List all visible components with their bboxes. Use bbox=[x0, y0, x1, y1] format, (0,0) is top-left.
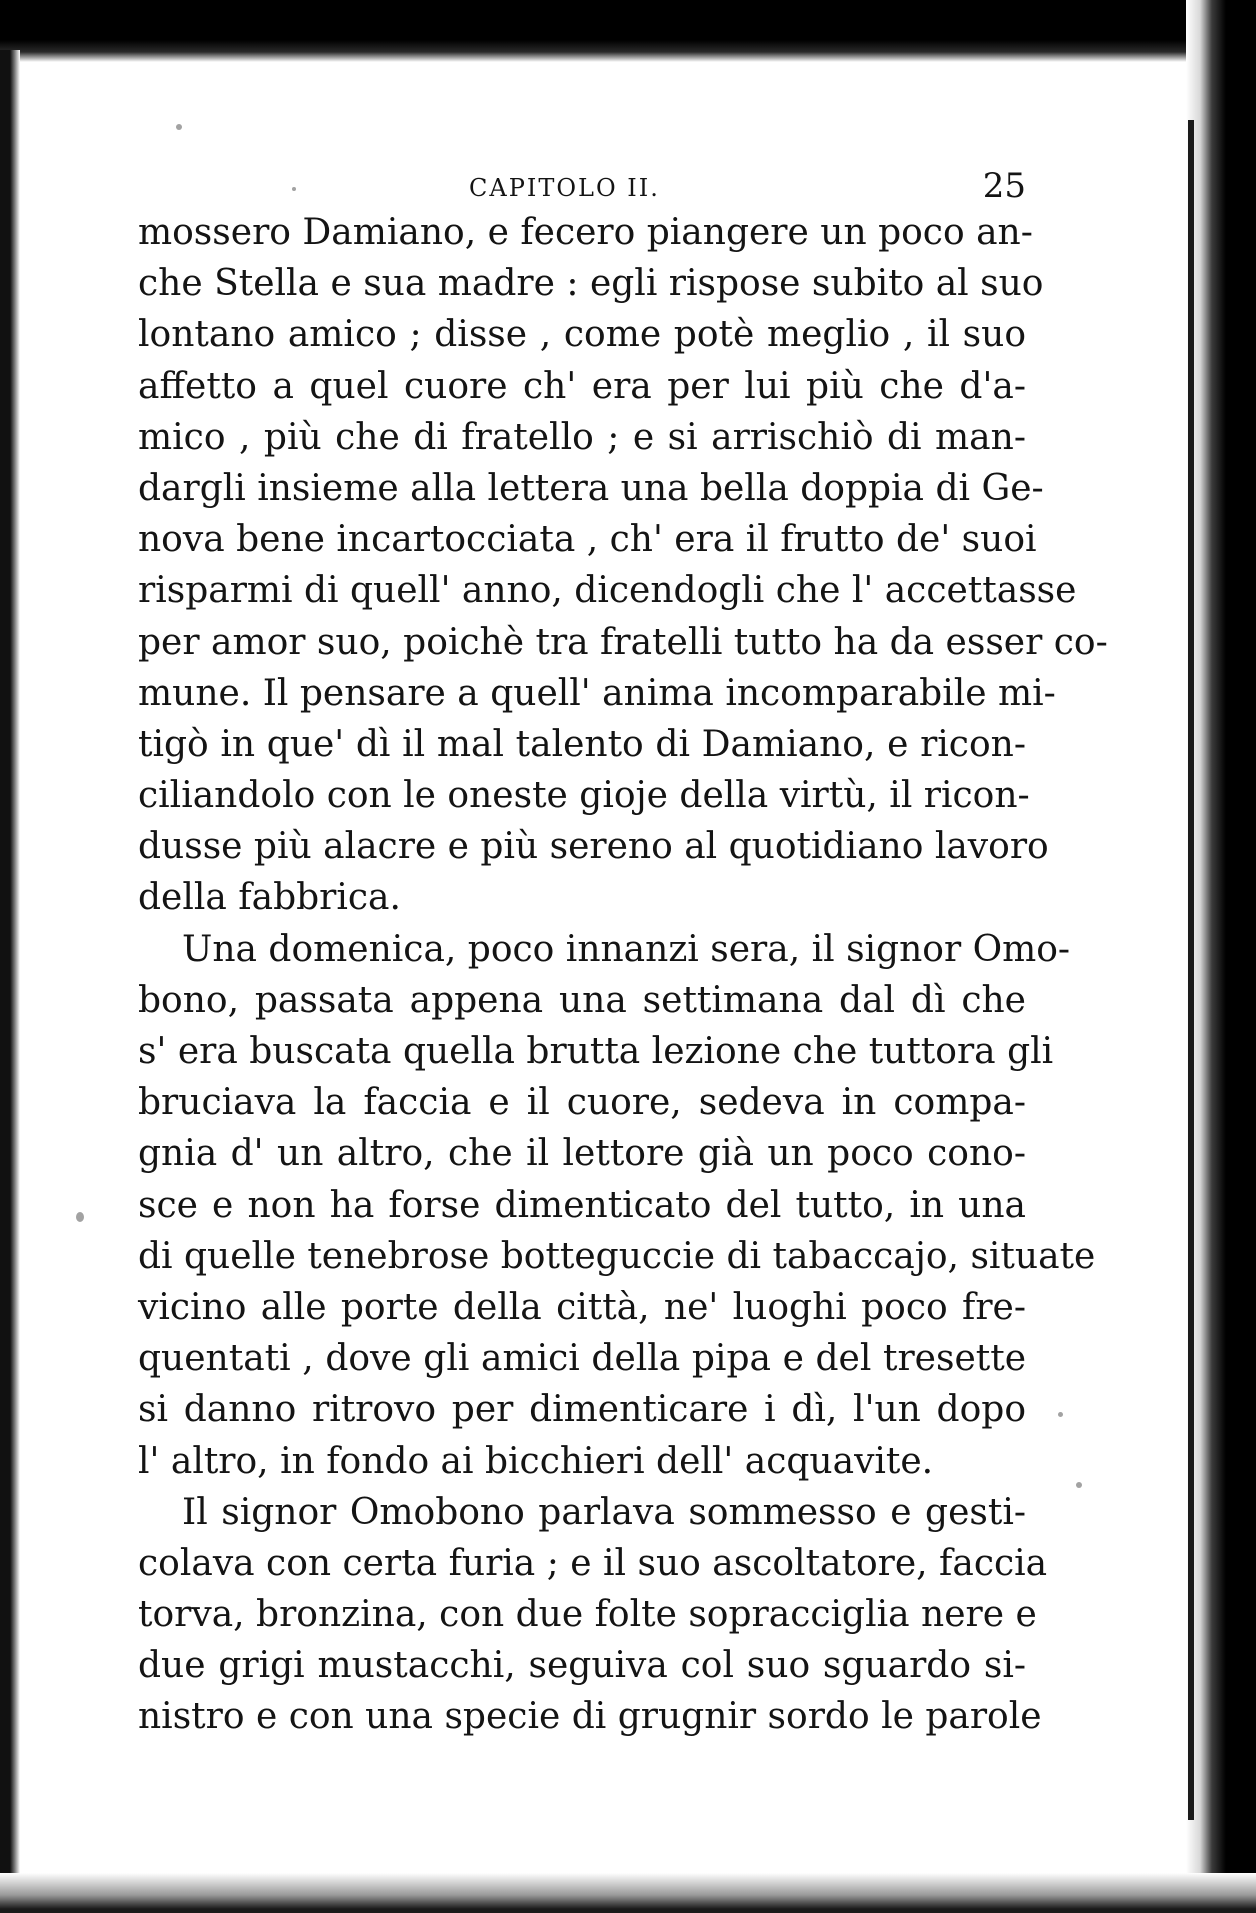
text-line: nistro e con una specie di grugnir sordo le parole bbox=[138, 1696, 1042, 1738]
text-line: s' era buscata quella brutta lezione che tuttora gli bbox=[138, 1031, 1054, 1072]
scan-edge-right bbox=[1186, 0, 1256, 1913]
text-line: quentati , dove gli amici della pipa e del tresette bbox=[138, 1338, 1026, 1380]
text-line: vicino alle porte della città, ne' luoghi poco fre- bbox=[138, 1286, 1026, 1328]
text-line: si danno ritrovo per dimenticare i dì, l'un dopo bbox=[138, 1389, 1026, 1431]
text-line: mossero Damiano, e fecero piangere un poco an- bbox=[138, 212, 1033, 253]
text-line: colava con certa furia ; e il suo ascoltatore, faccia bbox=[138, 1542, 1048, 1584]
text-line: della fabbrica. bbox=[138, 877, 401, 919]
scan-edge-left bbox=[0, 50, 20, 1913]
scan-speck bbox=[176, 124, 182, 130]
text-line: per amor suo, poichè tra fratelli tutto ha da esser co- bbox=[138, 621, 1108, 663]
text-line: lontano amico ; disse , come potè meglio , il suo bbox=[138, 314, 1026, 356]
running-head bbox=[138, 168, 1026, 208]
text-line: gnia d' un altro, che il lettore già un poco cono- bbox=[138, 1133, 1026, 1175]
scan-speck bbox=[1076, 1482, 1082, 1488]
running-title: CAPITOLO II. bbox=[469, 174, 660, 202]
text-line: che Stella e sua madre : egli rispose subito al suo bbox=[138, 263, 1044, 305]
scan-speck bbox=[1058, 1412, 1063, 1417]
page-number: 25 bbox=[982, 166, 1026, 206]
text-line: risparmi di quell' anno, dicendogli che l' accettasse bbox=[138, 570, 1077, 612]
text-line: due grigi mustacchi, seguiva col suo sguardo si- bbox=[138, 1645, 1026, 1687]
text-line: di quelle tenebrose botteguccie di tabaccajo, situate bbox=[138, 1235, 1096, 1277]
text-line: Una domenica, poco innanzi sera, il signor Omo- bbox=[182, 928, 1071, 970]
text-line: l' altro, in fondo ai bicchieri dell' acquavite. bbox=[138, 1440, 934, 1482]
scan-edge-top bbox=[0, 0, 1256, 62]
scan-edge-right-inner bbox=[1188, 120, 1194, 1820]
scan-edge-bottom bbox=[0, 1873, 1256, 1913]
scan-speck bbox=[76, 1212, 84, 1222]
text-line: Il signor Omobono parlava sommesso e gesti- bbox=[182, 1491, 1026, 1533]
body-text bbox=[138, 207, 1108, 1743]
text-line: tigò in que' dì il mal talento di Damiano, e ricon- bbox=[138, 723, 1026, 765]
text-line: mico , più che di fratello ; e si arrischiò di man- bbox=[138, 416, 1026, 458]
text-line: dusse più alacre e più sereno al quotidiano lavoro bbox=[138, 826, 1049, 868]
text-line: affetto a quel cuore ch' era per lui più che d'a- bbox=[138, 365, 1026, 407]
text-line: torva, bronzina, con due folte sopracciglia nere e bbox=[138, 1594, 1037, 1636]
text-line: bono, passata appena una settimana dal dì che bbox=[138, 979, 1026, 1021]
text-line: sce e non ha forse dimenticato del tutto, in una bbox=[138, 1184, 1026, 1226]
text-line: dargli insieme alla lettera una bella doppia di Ge- bbox=[138, 467, 1044, 509]
text-line: ciliandolo con le oneste gioje della virtù, il ricon- bbox=[138, 775, 1030, 817]
text-line: bruciava la faccia e il cuore, sedeva in compa- bbox=[138, 1082, 1026, 1124]
text-line: nova bene incartocciata , ch' era il frutto de' suoi bbox=[138, 519, 1037, 561]
text-line: mune. Il pensare a quell' anima incomparabile mi- bbox=[138, 672, 1056, 714]
